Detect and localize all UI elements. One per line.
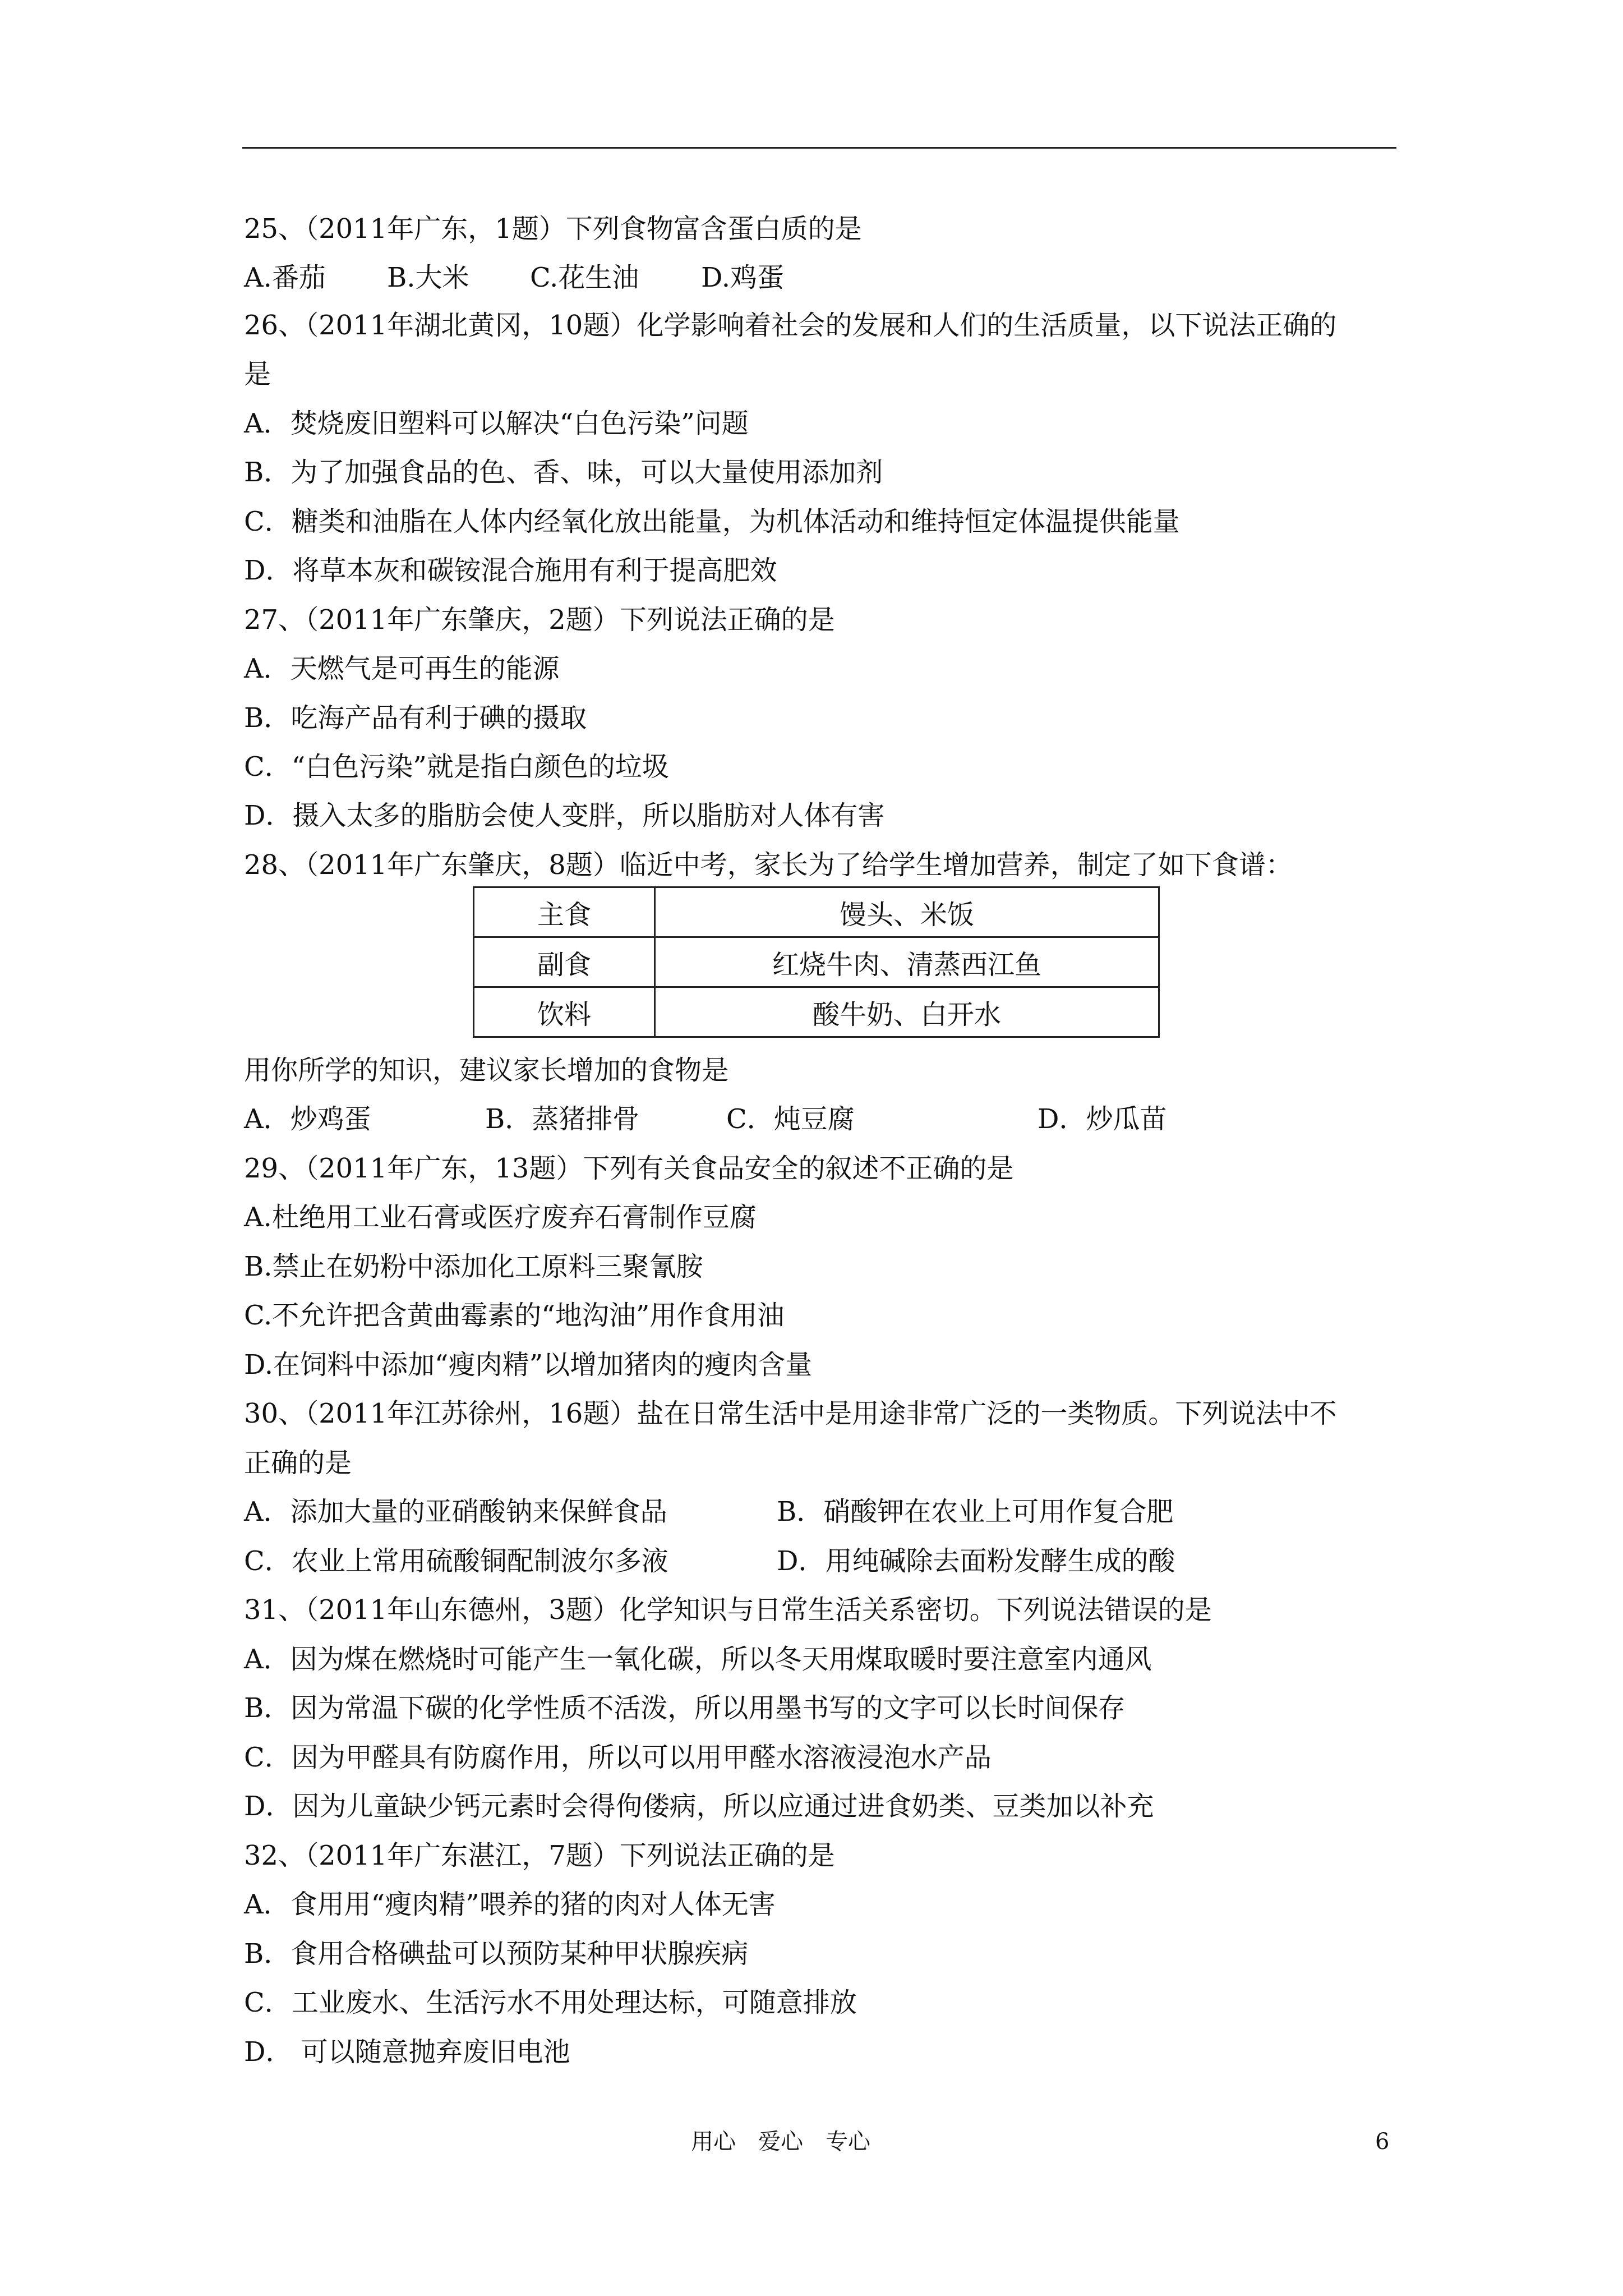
- q30-options-row1: [244, 1495, 1310, 1529]
- menu-value-side: 红烧牛肉、清蒸西江鱼: [655, 937, 1159, 987]
- table-row: [474, 937, 1159, 987]
- q26-option-b: B．为了加强食品的色、香、味，可以大量使用添加剂: [244, 457, 883, 488]
- menu-value-drink: 酸牛奶、白开水: [655, 987, 1159, 1037]
- q28-option-c: C．炖豆腐: [726, 1103, 855, 1135]
- q26-option-d: D．将草本灰和碳铵混合施用有利于提高肥效: [244, 555, 777, 586]
- table-row: [474, 887, 1159, 937]
- q29-stem: 29、（2011年广东，13题）下列有关食品安全的叙述不正确的是: [244, 1153, 1014, 1184]
- q26-stem-line1: 26、（2011年湖北黄冈，10题）化学影响着社会的发展和人们的生活质量，以下说法正确的: [244, 310, 1337, 341]
- q30-option-c: C．农业上常用硫酸铜配制波尔多液: [244, 1545, 668, 1577]
- q29-option-d: D.在饲料中添加“瘦肉精”以增加猪肉的瘦肉含量: [244, 1349, 813, 1381]
- q25-stem: 25、（2011年广东，1题）下列食物富含蛋白质的是: [244, 213, 862, 245]
- q30-stem-line1: 30、（2011年江苏徐州，16题）盐在日常生活中是用途非常广泛的一类物质。下列说法中不: [244, 1398, 1337, 1429]
- q30-options-row2: [244, 1544, 1310, 1578]
- header-rule: [242, 147, 1396, 149]
- q30-stem-line2: 正确的是: [244, 1447, 352, 1479]
- q28-option-b: B．蒸猪排骨: [485, 1103, 640, 1135]
- q32-stem: 32、（2011年广东湛江，7题）下列说法正确的是: [244, 1840, 835, 1871]
- menu-table: [473, 886, 1160, 1038]
- q32-option-c: C．工业废水、生活污水不用处理达标，可随意排放: [244, 1987, 857, 2018]
- menu-key-side: 副食: [474, 937, 655, 987]
- q31-stem: 31、（2011年山东德州，3题）化学知识与日常生活关系密切。下列说法错误的是: [244, 1594, 1212, 1626]
- q26-stem-line2: 是: [244, 358, 271, 390]
- q30-option-b: B．硝酸钾在农业上可用作复合肥: [777, 1496, 1174, 1527]
- q25-option-a: A.番茄: [244, 262, 326, 293]
- q27-option-a: A．天燃气是可再生的能源: [244, 653, 560, 684]
- q28-after-text: 用你所学的知识，建议家长增加的食物是: [244, 1055, 729, 1086]
- menu-key-staple: 主食: [474, 887, 655, 937]
- q25-option-b: B.大米: [387, 262, 469, 293]
- q27-option-d: D．摄入太多的脂肪会使人变胖，所以脂肪对人体有害: [244, 800, 885, 831]
- q27-option-b: B．吃海产品有利于碘的摄取: [244, 702, 587, 734]
- q30-option-d: D．用纯碱除去面粉发酵生成的酸: [777, 1545, 1175, 1577]
- q31-option-c: C．因为甲醛具有防腐作用，所以可以用甲醛水溶液浸泡水产品: [244, 1742, 992, 1773]
- menu-value-staple: 馒头、米饭: [655, 887, 1159, 937]
- q29-option-c: C.不允许把含黄曲霉素的“地沟油”用作食用油: [244, 1300, 785, 1331]
- q32-option-d: D． 可以随意抛弃废旧电池: [244, 2036, 570, 2068]
- q26-option-c: C．糖类和油脂在人体内经氧化放出能量，为机体活动和维持恒定体温提供能量: [244, 506, 1180, 537]
- q25-options: [244, 261, 1085, 295]
- q29-option-b: B.禁止在奶粉中添加化工原料三聚氰胺: [244, 1251, 703, 1282]
- page-number: 6: [1375, 2129, 1390, 2155]
- q25-option-c: C.花生油: [530, 262, 639, 293]
- q29-option-a: A.杜绝用工业石膏或医疗废弃石膏制作豆腐: [244, 1202, 757, 1233]
- q28-option-a: A．炒鸡蛋: [244, 1103, 371, 1135]
- q28-options: [244, 1102, 1310, 1136]
- menu-key-drink: 饮料: [474, 987, 655, 1037]
- q25-option-d: D.鸡蛋: [701, 262, 785, 293]
- q31-option-a: A．因为煤在燃烧时可能产生一氧化碳，所以冬天用煤取暖时要注意室内通风: [244, 1644, 1152, 1675]
- q31-option-d: D．因为儿童缺少钙元素时会得佝偻病，所以应通过进食奶类、豆类加以补充: [244, 1791, 1154, 1822]
- q26-option-a: A．焚烧废旧塑料可以解决“白色污染”问题: [244, 408, 749, 439]
- q30-option-a: A．添加大量的亚硝酸钠来保鲜食品: [244, 1496, 667, 1527]
- footer-motto: 用心 爱心 专心: [691, 2129, 870, 2155]
- q31-option-b: B．因为常温下碳的化学性质不活泼，所以用墨书写的文字可以长时间保存: [244, 1692, 1126, 1724]
- q27-stem: 27、（2011年广东肇庆，2题）下列说法正确的是: [244, 604, 835, 636]
- q28-option-d: D．炒瓜苗: [1038, 1103, 1167, 1135]
- table-row: [474, 987, 1159, 1037]
- q32-option-a: A．食用用“瘦肉精”喂养的猪的肉对人体无害: [244, 1889, 776, 1920]
- q32-option-b: B．食用合格碘盐可以预防某种甲状腺疾病: [244, 1938, 749, 1970]
- q28-stem: 28、（2011年广东肇庆，8题）临近中考，家长为了给学生增加营养，制定了如下食谱：: [244, 849, 1293, 881]
- q27-option-c: C．“白色污染”就是指白颜色的垃圾: [244, 751, 669, 783]
